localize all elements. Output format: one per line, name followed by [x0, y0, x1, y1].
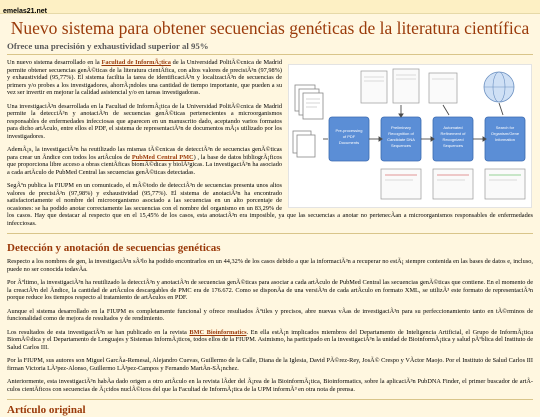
section-heading-original-article: Artículo original [7, 404, 86, 416]
site-header [0, 0, 540, 14]
process-step-3 [433, 117, 473, 161]
section1-paragraph-3: Aunque el sistema desarrollado en la FIUPM es completamente funcional y ofrece resultados Ãºtiles y precisos, abre nuevas vÃas de investigaciÃ³n para su perfeccionamiento tanto en tÃ©rminos de funcionalidad como de mejora de resultados y de rendimiento. [7, 307, 533, 322]
title-divider [7, 54, 533, 55]
pdf-documents-icon [293, 85, 323, 157]
svg-text:of PDF: of PDF [342, 134, 356, 139]
page-thumbnail-icons [361, 69, 457, 103]
section-divider [7, 233, 533, 234]
svg-text:Search for: Search for [495, 125, 515, 130]
section1-paragraph-2: Por Ãºltimo, la investigaciÃ³n ha reutilizado la detecciÃ³n y anotaciÃ³n de secuencias genÃ©ticas para asociar a cada artÃculo de PubMed Central las secuencias genÃ©ticas que contiene. En el momento de la creaciÃ³n del Ãndice, la cantidad de artÃculos descargables de PMC era de 176.672. Como se disponÃa de una versiÃ³n de cada artÃculo en formato XML, se utilizÃ³ este formato de representaciÃ³n porque reduce los tiempos respecto al tratamiento de artÃculos en PDF. [7, 279, 533, 301]
section1-paragraph-1: Respecto a los nombres de gen, la investigaciÃ³n sÃ³lo ha podido encontrarlos en un 44,32% de los casos debido a que la informaciÃ³n a recuperar no estÃ¡ siempre contenida en las bases de datos e, incluso, puede no ser conocida todavÃa. [7, 258, 533, 273]
svg-text:Documents: Documents [338, 140, 360, 145]
database-globe-icon [484, 72, 514, 102]
section-heading-detection: Detección y anotación de secuencias genéticas [7, 242, 221, 254]
section1-paragraph-5: Por la FIUPM, sus autores son Miguel GarcÃa-Remesal, Alejandro Cuevas, Guillermo de la Calle, Diana de la Iglesia, David PÃ©rez-Rey, JosÃ© Crespo y VÃctor Maojo. Por el Instituto de Salud Carlos III firman Victoria LÃ³pez-Alonso, Guillermo LÃ³pez-Campos y Fernando MartÃn-SÃ¡nchez. [7, 357, 533, 372]
intro-paragraph-3: AdemÃ¡s, la investigaciÃ³n ha reutilizado las mismas tÃ©cnicas de detecciÃ³n de secuencias genÃ©ticas para crear un Ãndice con todos los artÃculos de PubMed Central PMC) , la base de datos bibliogrÃ¡ficos que proporciona libre acceso a obras cientÃficas biomÃ©dicas y biolÃ³gicas. La investigaciÃ³n ha asociado a cada artÃculo de PubMed Central las secuencias genÃ©ticas detectadas. [7, 146, 282, 176]
svg-text:Preliminary: Preliminary [390, 125, 412, 130]
svg-text:Recognized: Recognized [442, 137, 464, 142]
pipeline-diagram [289, 65, 531, 207]
svg-text:Sequences: Sequences [442, 143, 464, 148]
process-step-2 [381, 117, 421, 161]
svg-text:Automated: Automated [443, 125, 463, 130]
pubmed-central-link[interactable]: PubMed Central PMC [131, 153, 194, 161]
section-divider-2 [7, 399, 533, 400]
process-step-1 [329, 117, 369, 161]
page-subtitle: Ofrece una precisión y exhaustividad superior al 95% [7, 41, 209, 51]
svg-text:Refinement of: Refinement of [440, 131, 466, 136]
section1-paragraph-6: Anteriormente, esta investigaciÃ³n habÃa dado origen a otro artÃculo en la revista lÃder del Ã¡rea de la BioinformÃ¡tica, Bioinformatics, sobre la aplicaciÃ³n PubDNA Finder, el primer buscador de artÃculos cientÃficos con secuencias de Ã¡cidos nuclÃ©icos del que la Facultad de InformÃ¡tica de la UPM informÃ³ en otra nota de prensa. [7, 378, 533, 393]
pipeline-figure [288, 64, 532, 208]
svg-text:Candidate DNA: Candidate DNA [387, 137, 415, 142]
bmc-bioinformatics-link[interactable]: BMC Bioinformatics [189, 328, 247, 336]
faculty-link[interactable]: Facultad de InformÃ¡tica [101, 59, 171, 66]
svg-text:Organism/Gene: Organism/Gene [490, 131, 520, 136]
section1-paragraph-4: Los resultados de esta investigaciÃ³n se han publicado en la revista BMC Bioinformatics. En ella estÃ¡n implicados miembros del Departamento de Inteligencia Artificial, el Grupo de InformÃ¡tica BiomÃ©dica y el Departamento de Lenguajes y Sistemas InformÃ¡ticos, todos ellos de la FIUPM. Asimismo, ha participado en la investigaciÃ³n la unidad de BioinformÃ¡tica y salud pÃºblica del Instituto de Salud Carlos III. [7, 328, 533, 351]
intro-paragraph-4: SegÃºn publica la FIUPM en un comunicado, el mÃ©todo de detecciÃ³n de secuencias presenta unos altos valores de precisiÃ³n (97,98%) y exhaustividad (95,77%). El sistema de anotaciÃ³n ha encontrado satisfactoriamente el nombre del microorganismo asociado a las secuencias en un alto porcentaje de ocasiones: se ha podido anotar correctamente las secuencias con el nombre del organismo en un 83,29% de los casos. Hay que destacar al respecto que en el 15,45% de los casos, esta anotaciÃ³n era imposible, ya que las secuencias a anotar no pertenecÃan a microorganismos responsables de enfermedades infecciosas. [7, 182, 533, 227]
page-title: Nuevo sistema para obtener secuencias genéticas de la literatura científica [10, 18, 530, 38]
intro-paragraph-2: Una investigaciÃ³n desarrollada en la Facultad de InformÃ¡tica de la Universidad PolitÃ©cnica de Madrid permite la detecciÃ³n y anotaciÃ³n de secuencias genÃ©ticas pertenecientes a microorganismos responsables de enfermedades infecciosas que aparecen en un manuscrito dado, aceptando varios formatos para dicho artÃculo, entre ellos el PDF, el sistema de representaciÃ³n de documentos mÃ¡s utilizado por los investigadores. [7, 102, 282, 140]
intro-paragraph-1: Un nuevo sistema desarrollado en la Facultad de InformÃ¡tica de la Universidad PolitÃ©cnica de Madrid permite obtener secuencias genÃ©ticas de la literatura cientÃfica, con altos valores de precisiÃ³n (97,98%) y exhaustividad (95,77%). El sistema facilita la tarea de identificaciÃ³n y localizaciÃ³n de secuencias de primers y/o probes a los investigadores, ahorrÃ¡ndoles una cantidad de tiempo importante, que pueden a su vez ser invertir en mejorar la calidad asistencial y/o en tareas investigadoras. [7, 59, 282, 96]
svg-text:Sequences: Sequences [390, 143, 412, 148]
site-logo-link[interactable]: emelas21.net [3, 8, 47, 15]
sequence-snippets [381, 169, 525, 199]
svg-text:Recognition of: Recognition of [388, 131, 414, 136]
process-step-4 [485, 117, 525, 161]
svg-text:Pre-processing: Pre-processing [335, 128, 363, 133]
article [0, 18, 540, 417]
svg-text:Information: Information [494, 137, 516, 142]
